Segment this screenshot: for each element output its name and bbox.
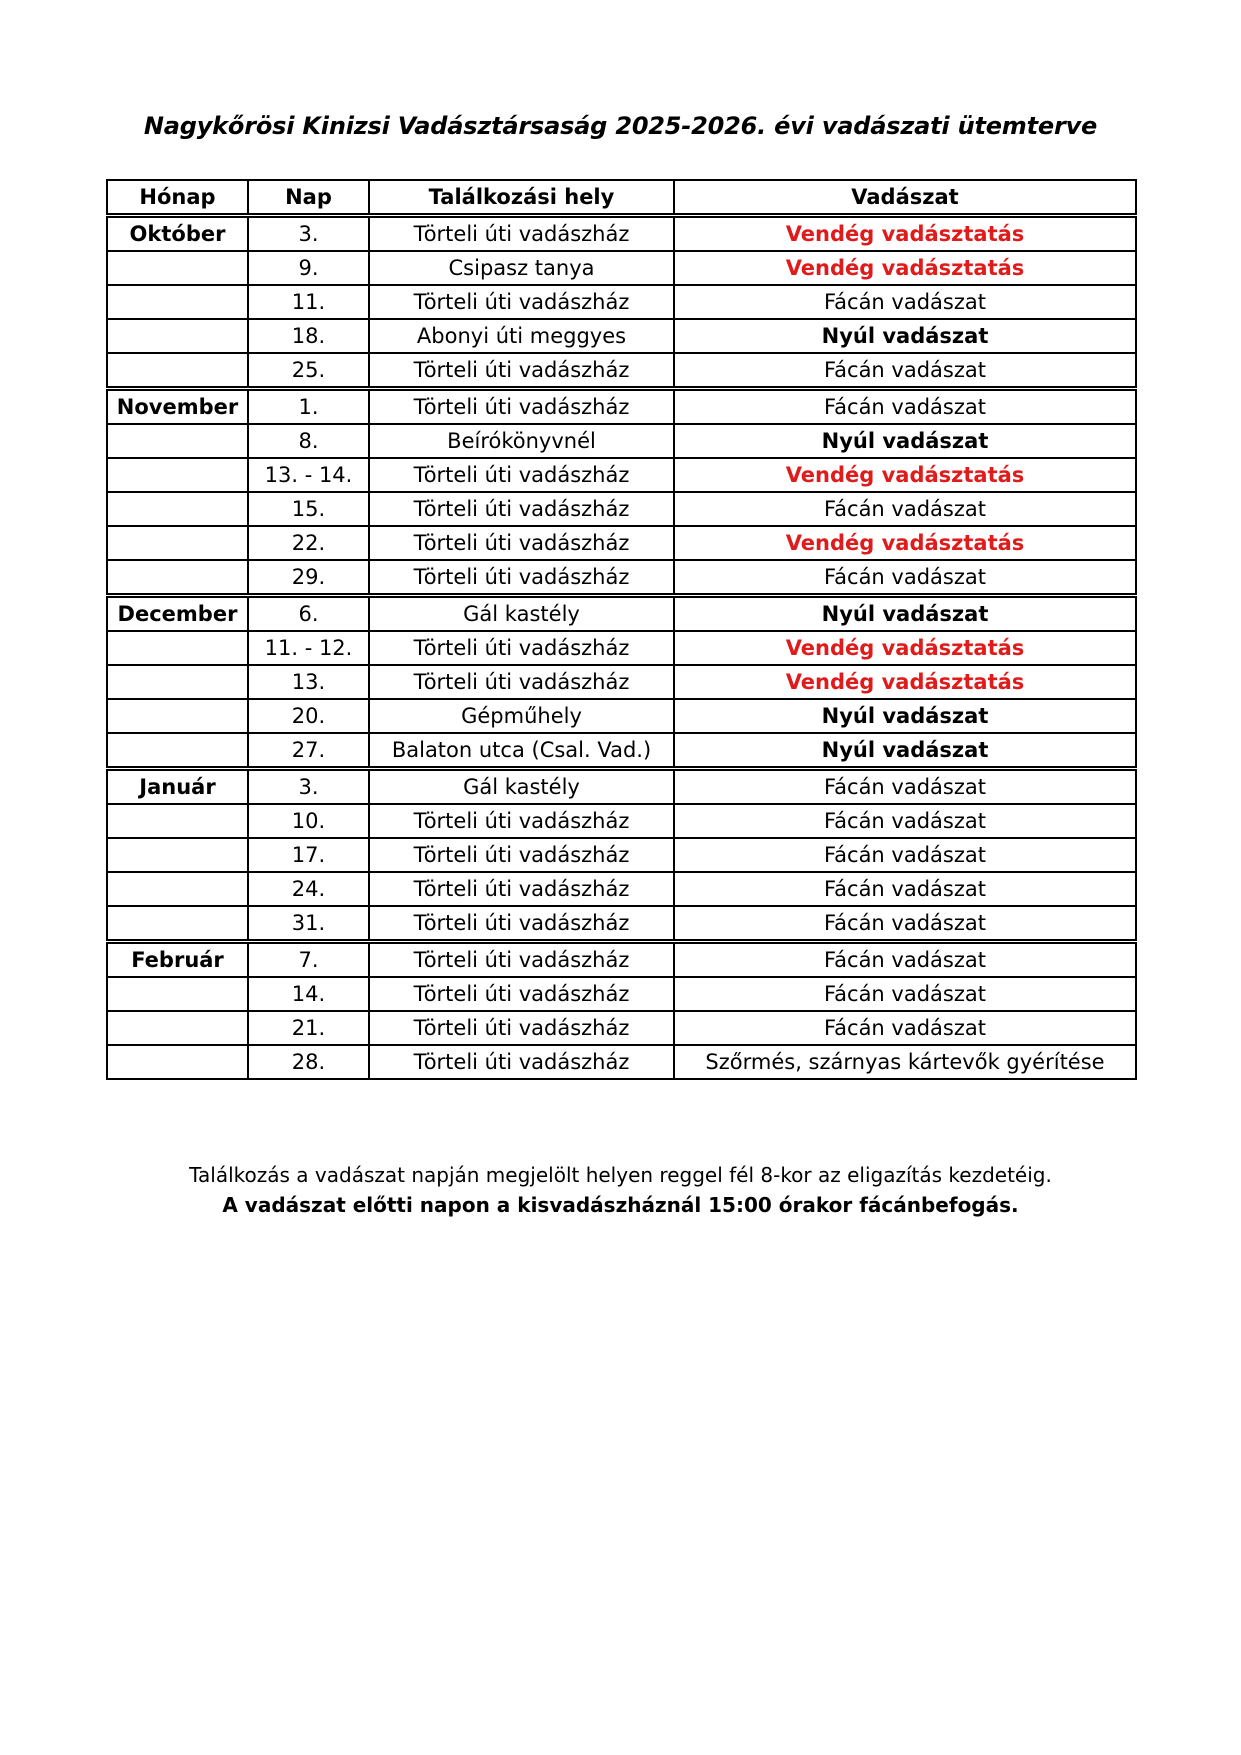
cell-month: [107, 665, 248, 699]
cell-day: 18.: [248, 319, 369, 353]
cell-place: Törteli úti vadászház: [369, 906, 674, 942]
cell-day: 29.: [248, 560, 369, 596]
table-body: [107, 216, 1136, 1080]
cell-place: Törteli úti vadászház: [369, 977, 674, 1011]
cell-month: [107, 1011, 248, 1045]
cell-hunt: Vendég vadásztatás: [674, 526, 1136, 560]
cell-month: [107, 804, 248, 838]
table-row: [107, 251, 1136, 285]
cell-place: Gépműhely: [369, 699, 674, 733]
cell-day: 6.: [248, 596, 369, 632]
table-row: [107, 526, 1136, 560]
cell-place: Törteli úti vadászház: [369, 216, 674, 252]
cell-place: Törteli úti vadászház: [369, 389, 674, 425]
table-row: [107, 769, 1136, 805]
cell-place: Gál kastély: [369, 769, 674, 805]
table-row: [107, 424, 1136, 458]
header-month: Hónap: [107, 180, 248, 216]
cell-hunt: Fácán vadászat: [674, 389, 1136, 425]
cell-place: Törteli úti vadászház: [369, 1045, 674, 1079]
cell-month: Február: [107, 942, 248, 978]
note-pheasant-capture: A vadászat előtti napon a kisvadászháznál 15:00 órakor fácánbefogás.: [222, 1193, 1019, 1217]
cell-month: [107, 424, 248, 458]
cell-place: Balaton utca (Csal. Vad.): [369, 733, 674, 769]
page-title: Nagykőrösi Kinizsi Vadásztársaság 2025-2026. évi vadászati ütemterve: [143, 112, 1098, 140]
cell-hunt: Vendég vadásztatás: [674, 665, 1136, 699]
cell-month: Október: [107, 216, 248, 252]
cell-place: Törteli úti vadászház: [369, 458, 674, 492]
cell-day: 8.: [248, 424, 369, 458]
cell-hunt: Fácán vadászat: [674, 804, 1136, 838]
cell-month: Január: [107, 769, 248, 805]
cell-month: [107, 838, 248, 872]
cell-hunt: Fácán vadászat: [674, 977, 1136, 1011]
cell-month: [107, 977, 248, 1011]
table-row: [107, 1045, 1136, 1079]
cell-day: 22.: [248, 526, 369, 560]
table-row: [107, 285, 1136, 319]
table-row: [107, 353, 1136, 389]
header-day: Nap: [248, 180, 369, 216]
table-row: [107, 319, 1136, 353]
cell-day: 25.: [248, 353, 369, 389]
table-row: [107, 560, 1136, 596]
cell-month: [107, 872, 248, 906]
cell-hunt: Nyúl vadászat: [674, 424, 1136, 458]
table-row: [107, 492, 1136, 526]
cell-day: 17.: [248, 838, 369, 872]
cell-hunt: Nyúl vadászat: [674, 319, 1136, 353]
cell-place: Csipasz tanya: [369, 251, 674, 285]
cell-hunt: Fácán vadászat: [674, 353, 1136, 389]
cell-hunt: Szőrmés, szárnyas kártevők gyérítése: [674, 1045, 1136, 1079]
cell-day: 21.: [248, 1011, 369, 1045]
cell-place: Törteli úti vadászház: [369, 1011, 674, 1045]
table-row: [107, 804, 1136, 838]
cell-hunt: Vendég vadásztatás: [674, 216, 1136, 252]
cell-month: [107, 492, 248, 526]
cell-month: [107, 285, 248, 319]
cell-hunt: Fácán vadászat: [674, 492, 1136, 526]
cell-month: [107, 353, 248, 389]
note-meeting-time: Találkozás a vadászat napján megjelölt helyen reggel fél 8-kor az eligazítás kezdetéig.: [189, 1163, 1052, 1187]
cell-day: 13.: [248, 665, 369, 699]
cell-hunt: Fácán vadászat: [674, 560, 1136, 596]
cell-place: Beírókönyvnél: [369, 424, 674, 458]
cell-day: 24.: [248, 872, 369, 906]
cell-month: [107, 906, 248, 942]
table-row: [107, 216, 1136, 252]
cell-hunt: Fácán vadászat: [674, 906, 1136, 942]
header-place: Találkozási hely: [369, 180, 674, 216]
table-row: [107, 733, 1136, 769]
cell-day: 28.: [248, 1045, 369, 1079]
cell-hunt: Nyúl vadászat: [674, 733, 1136, 769]
cell-place: Törteli úti vadászház: [369, 285, 674, 319]
table-row: [107, 458, 1136, 492]
cell-place: Gál kastély: [369, 596, 674, 632]
cell-day: 31.: [248, 906, 369, 942]
table-row: [107, 906, 1136, 942]
cell-month: [107, 699, 248, 733]
cell-hunt: Vendég vadásztatás: [674, 458, 1136, 492]
table-row: [107, 872, 1136, 906]
cell-month: November: [107, 389, 248, 425]
cell-day: 7.: [248, 942, 369, 978]
cell-month: [107, 1045, 248, 1079]
table-row: [107, 942, 1136, 978]
cell-place: Törteli úti vadászház: [369, 560, 674, 596]
cell-day: 9.: [248, 251, 369, 285]
cell-day: 3.: [248, 769, 369, 805]
hunting-schedule-table: [106, 179, 1137, 1080]
cell-place: Abonyi úti meggyes: [369, 319, 674, 353]
cell-hunt: Fácán vadászat: [674, 942, 1136, 978]
cell-month: [107, 733, 248, 769]
cell-place: Törteli úti vadászház: [369, 872, 674, 906]
cell-day: 13. - 14.: [248, 458, 369, 492]
table-row: [107, 596, 1136, 632]
cell-month: [107, 458, 248, 492]
cell-hunt: Fácán vadászat: [674, 285, 1136, 319]
cell-place: Törteli úti vadászház: [369, 353, 674, 389]
cell-month: [107, 560, 248, 596]
table-header: [107, 180, 1136, 216]
cell-month: [107, 251, 248, 285]
header-hunt: Vadászat: [674, 180, 1136, 216]
notes: [0, 1160, 1241, 1220]
cell-day: 27.: [248, 733, 369, 769]
cell-place: Törteli úti vadászház: [369, 526, 674, 560]
table-row: [107, 389, 1136, 425]
cell-month: December: [107, 596, 248, 632]
cell-hunt: Fácán vadászat: [674, 838, 1136, 872]
cell-place: Törteli úti vadászház: [369, 665, 674, 699]
cell-place: Törteli úti vadászház: [369, 838, 674, 872]
table-row: [107, 699, 1136, 733]
cell-place: Törteli úti vadászház: [369, 804, 674, 838]
cell-hunt: Fácán vadászat: [674, 1011, 1136, 1045]
cell-day: 3.: [248, 216, 369, 252]
table-row: [107, 665, 1136, 699]
cell-day: 10.: [248, 804, 369, 838]
cell-place: Törteli úti vadászház: [369, 631, 674, 665]
cell-day: 1.: [248, 389, 369, 425]
cell-month: [107, 631, 248, 665]
cell-day: 11. - 12.: [248, 631, 369, 665]
cell-day: 11.: [248, 285, 369, 319]
cell-hunt: Fácán vadászat: [674, 872, 1136, 906]
cell-hunt: Nyúl vadászat: [674, 699, 1136, 733]
cell-day: 14.: [248, 977, 369, 1011]
table-row: [107, 977, 1136, 1011]
cell-hunt: Vendég vadásztatás: [674, 631, 1136, 665]
table-row: [107, 838, 1136, 872]
table-row: [107, 1011, 1136, 1045]
cell-place: Törteli úti vadászház: [369, 942, 674, 978]
cell-day: 15.: [248, 492, 369, 526]
cell-hunt: Vendég vadásztatás: [674, 251, 1136, 285]
cell-day: 20.: [248, 699, 369, 733]
header-row: [107, 180, 1136, 216]
cell-hunt: Fácán vadászat: [674, 769, 1136, 805]
cell-place: Törteli úti vadászház: [369, 492, 674, 526]
table-row: [107, 631, 1136, 665]
cell-month: [107, 526, 248, 560]
cell-hunt: Nyúl vadászat: [674, 596, 1136, 632]
cell-month: [107, 319, 248, 353]
